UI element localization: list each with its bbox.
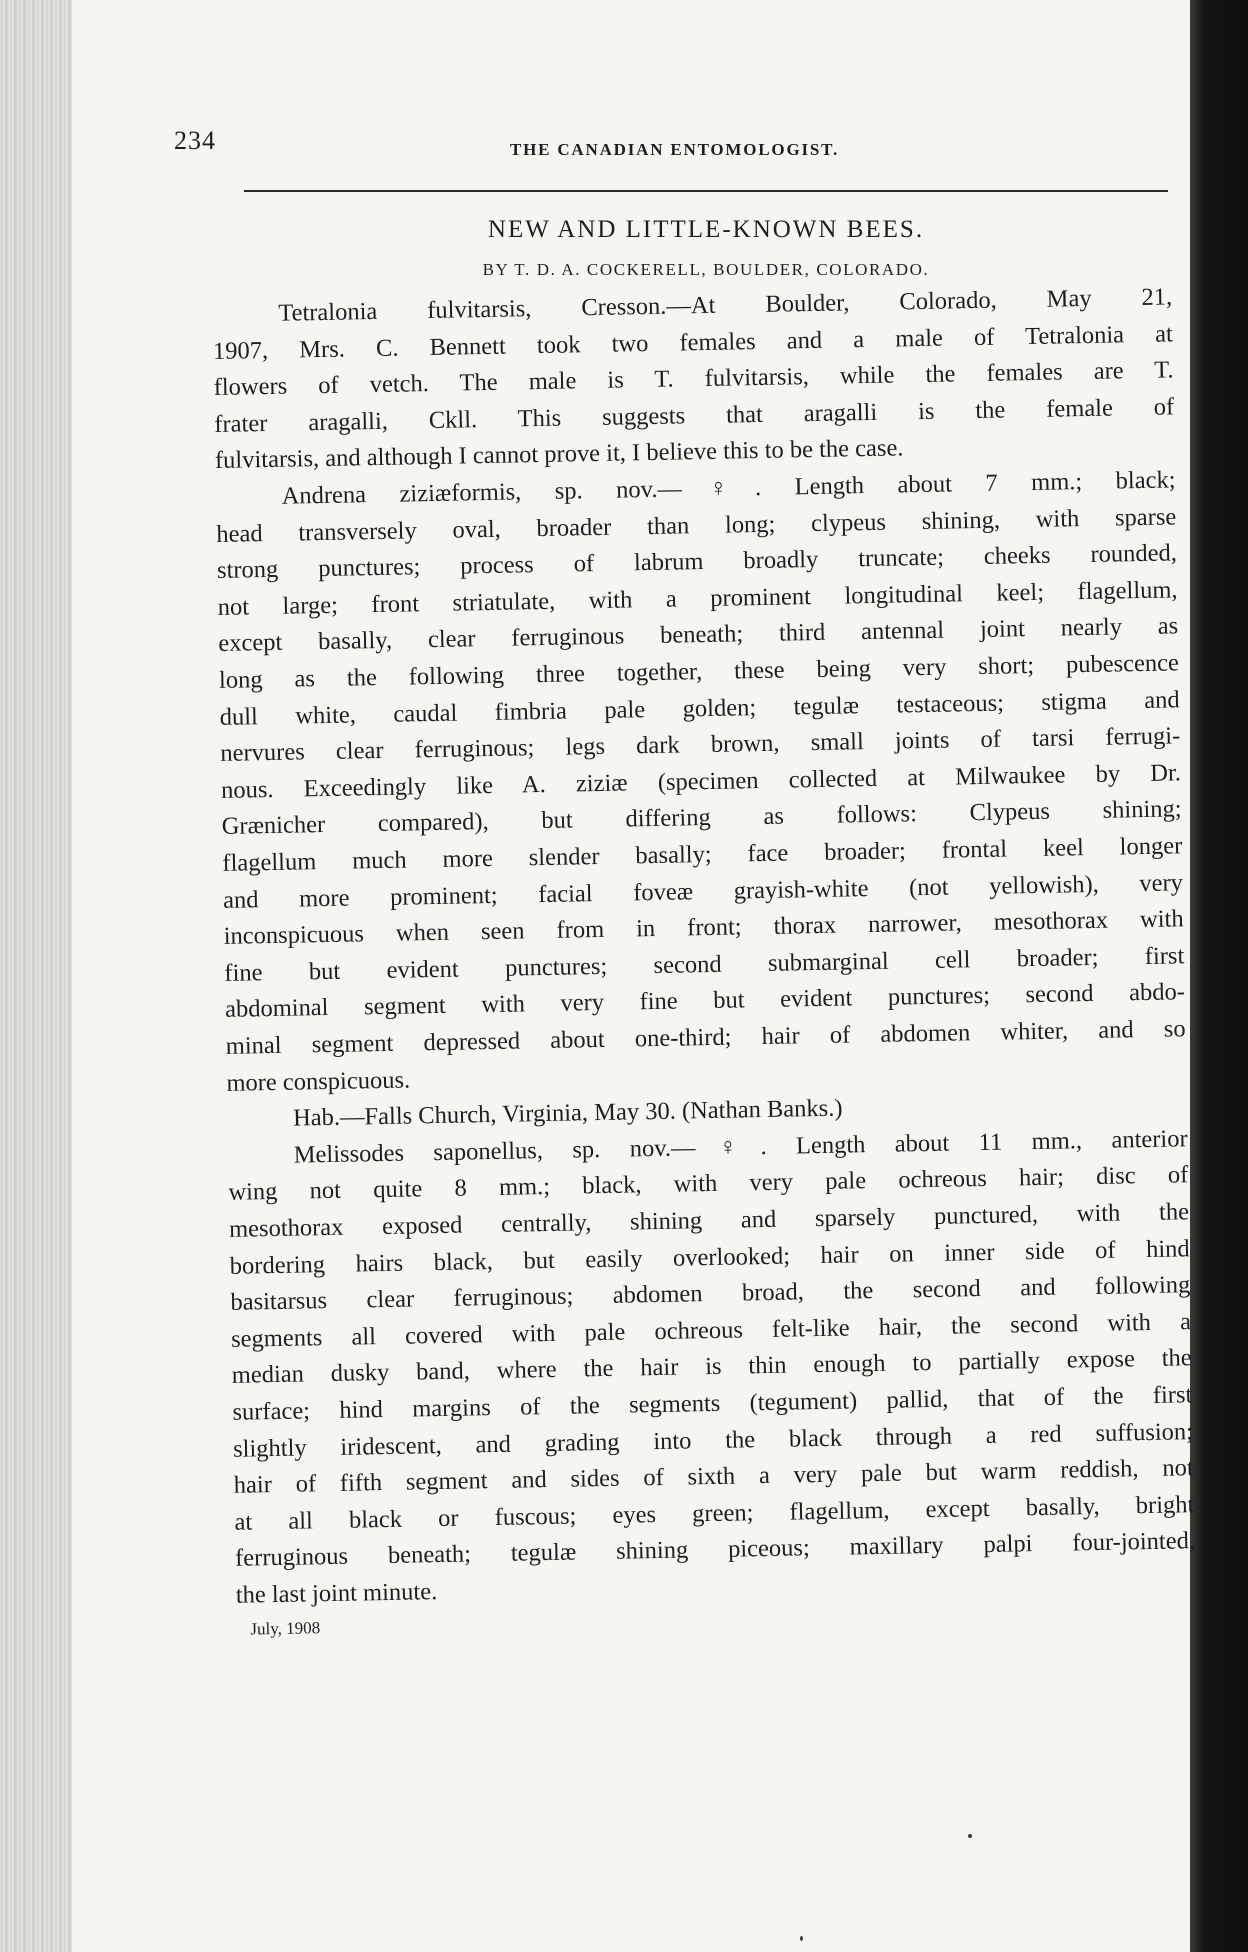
issue-date: July, 1908 [250, 1617, 321, 1639]
text-line: strong punctures; process of labrum broadly truncate; cheeks rounded, [216, 539, 1178, 585]
text-line: nous. Exceedingly like A. ziziæ (specimen collected at Milwaukee by Dr. [220, 759, 1182, 804]
ink-speck [800, 1936, 803, 1941]
text-line: bordering hairs black, but easily overlooked; hair on inner side of hind [229, 1234, 1190, 1280]
text-line: long as the following three together, these being very short; pubescence [218, 649, 1180, 694]
text-line: Tetralonia fulvitarsis, Cresson.—At Boulder, Colorado, May 21, [278, 283, 1173, 327]
text-line: segments all covered with pale ochreous felt-like hair, the second with a [230, 1308, 1192, 1353]
book-gutter [0, 0, 72, 1952]
text-line: Melissodes saponellus, sp. nov.—♀. Length about 11 mm., anterior [293, 1125, 1188, 1169]
text-line: inconspicuous when seen from in front; thorax narrower, mesothorax with [223, 905, 1184, 951]
text-line: ferruginous beneath; tegulæ shining piceous; maxillary palpi four-jointed, [234, 1527, 1196, 1573]
article-body [212, 278, 1197, 1675]
book-edge-shadow [1190, 0, 1248, 1952]
text-line: wing not quite 8 mm.; black, with very pale ochreous hair; disc of [228, 1161, 1189, 1207]
text-line: except basally, clear ferruginous beneath; third antennal joint nearly as [218, 612, 1179, 658]
ink-speck [968, 1834, 972, 1838]
text-line: flagellum much more slender basally; face broader; frontal keel longer [222, 832, 1183, 877]
text-line: head transversely oval, broader than long; clypeus shining, with sparse [216, 502, 1177, 548]
text-line: fine but evident punctures; second submarginal cell broader; first [224, 942, 1185, 987]
running-title: THE CANADIAN ENTOMOLOGIST. [510, 140, 840, 159]
article-byline: BY T. D. A. COCKERELL, BOULDER, COLORADO. [482, 260, 930, 279]
text-line: slightly iridescent, and grading into the black through a red suffusion; [232, 1417, 1194, 1463]
text-line: dull white, caudal fimbria pale golden; tegulæ testaceous; stigma and [219, 685, 1180, 731]
text-line: fulvitarsis, and although I cannot prove it, I believe this to be the case. [214, 434, 904, 475]
text-line: the last joint minute. [235, 1578, 438, 1609]
text-line: minal segment depressed about one-third; hair of abdomen whiter, and so [225, 1015, 1186, 1060]
text-line: Andrena ziziæformis, sp. nov.—♀. Length about 7 mm.; black; [281, 466, 1176, 510]
header-rule [244, 190, 1168, 192]
text-line: surface; hind margins of the segments (tegument) pallid, that of the first [232, 1381, 1193, 1426]
text-line: Hab.—Falls Church, Virginia, May 30. (Nathan Banks.) [292, 1094, 843, 1132]
text-line: mesothorax exposed centrally, shining and sparsely punctured, with the [228, 1198, 1190, 1243]
text-line: nervures clear ferruginous; legs dark brown, small joints of tarsi ferrugi- [220, 722, 1181, 768]
text-line: basitarsus clear ferruginous; abdomen broad, the second and following [230, 1271, 1191, 1317]
text-line: Grænicher compared), but differing as follows: Clypeus shining; [221, 795, 1182, 841]
text-line: at all black or fuscous; eyes green; flagellum, except basally, bright [234, 1491, 1195, 1536]
text-line: more conspicuous. [226, 1066, 411, 1097]
text-line: frater aragalli, Ckll. This suggests that aragalli is the female of [214, 393, 1175, 438]
text-line: not large; front striatulate, with a prominent longitudinal keel; flagellum, [217, 576, 1178, 621]
text-line: and more prominent; facial foveæ grayish-white (not yellowish), very [222, 868, 1184, 914]
text-line: 1907, Mrs. C. Bennett took two females and a male of Tetralonia at [212, 319, 1174, 365]
page-number: 234 [174, 126, 216, 155]
text-line: abdominal segment with very fine but evident punctures; second abdo- [224, 978, 1186, 1024]
text-line: hair of fifth segment and sides of sixth a very pale but warm reddish, not [233, 1454, 1194, 1499]
text-line: median dusky band, where the hair is thin enough to partially expose the [231, 1344, 1192, 1390]
text-line: flowers of vetch. The male is T. fulvitarsis, while the females are T. [213, 356, 1174, 402]
article-title: NEW AND LITTLE-KNOWN BEES. [487, 216, 925, 243]
page-header [174, 118, 1168, 158]
